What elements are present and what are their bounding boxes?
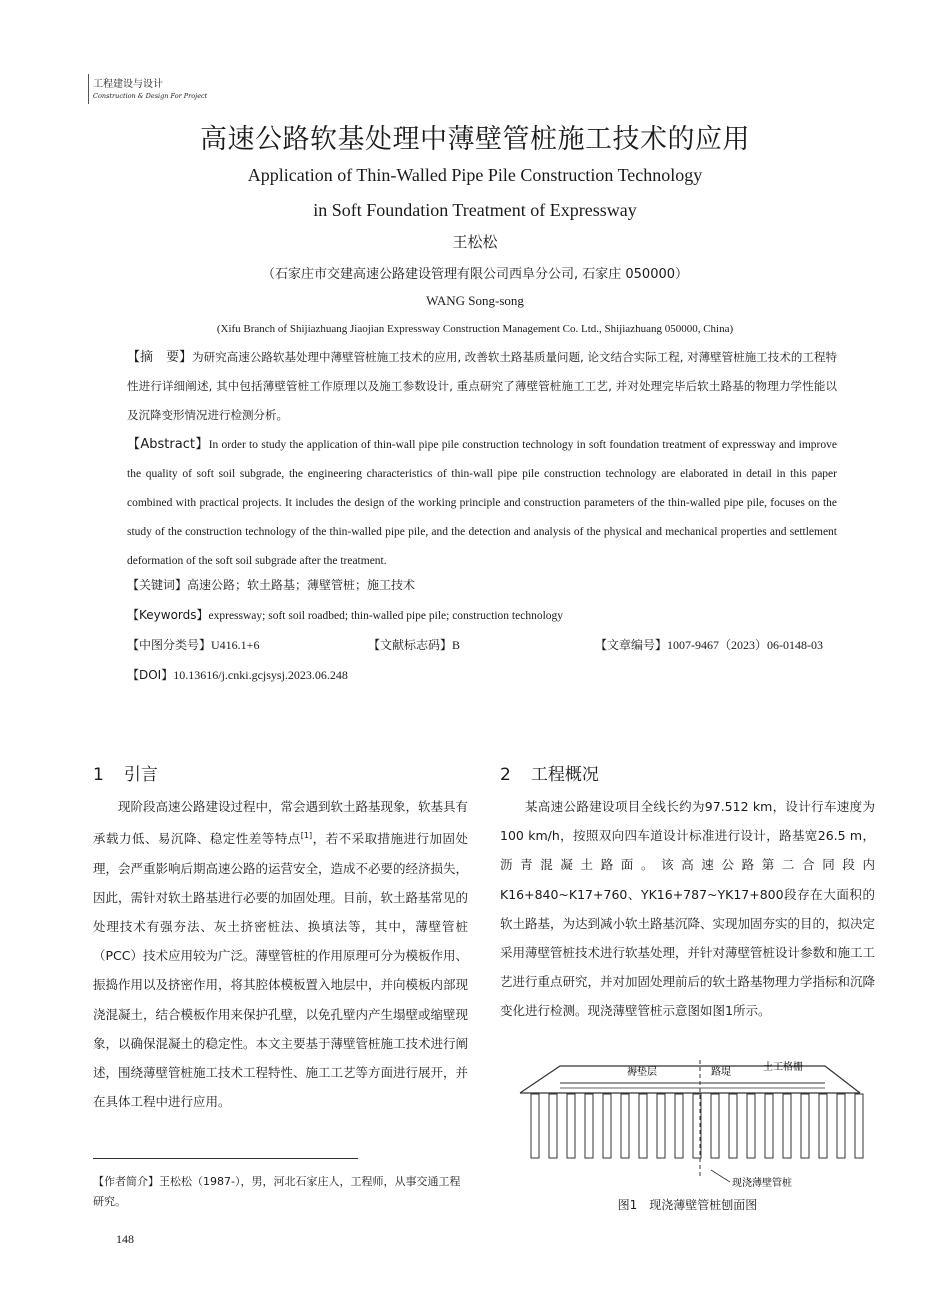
section1-number: 1 [93,765,104,785]
abstract-zh-text: 为研究高速公路软基处理中薄壁管桩施工技术的应用, 改善软土路基质量问题, 论文结合实际工程, 对薄壁管桩施工技术的工程特性进行详细阐述, 其中包括薄壁管桩工作原理以及施工参数设计, 重点研究了薄壁管桩施工工艺, 并对处理完毕后软土路基的物理力学性能以及沉降变形情况进行检测分析。 [127,350,837,422]
pile-16 [801,1094,809,1158]
keywords-en-text: expressway; soft soil roadbed; thin-walled pipe pile; construction technology [208,610,564,622]
clc-value: U416.1+6 [211,638,260,652]
pile-19 [855,1094,863,1158]
pile-6 [621,1094,629,1158]
pile-7 [639,1094,647,1158]
footnote-divider [93,1158,358,1159]
pile-17 [819,1094,827,1158]
pile-11 [711,1094,719,1158]
author-bio-label: 【作者简介】 [93,1175,159,1188]
doc-label: 【文献标志码】 [368,638,453,652]
affiliation-zh: （石家庄市交建高速公路建设管理有限公司西阜分公司, 石家庄 050000） [261,267,689,282]
keywords-zh [127,576,415,593]
pile-group [531,1094,863,1158]
section2-paragraph: 某高速公路建设项目全线长约为97.512 km，设计行车速度为100 km/h，按照双向四车道设计标准进行设计，路基宽26.5 m，沥青混凝土路面。该高速公路第二合同段内K16+840~K17+760、YK16+787~YK17+800段存在大面积的软土路基，为达到减小软土路基沉降、实现加固夯实的目的，拟决定采用薄壁管桩技术进行软基处理，并针对薄壁管桩设计参数和施工工艺进行重点研究，并对加固处理前后的软土路基物理力学指标和沉降变化进行检测。现浇薄壁管桩示意图如图1所示。 [500,799,876,1019]
abstract-en-label: 【Abstract】 [127,437,209,452]
article-value: 1007-9467（2023）06-0148-03 [667,638,824,652]
clc-label: 【中图分类号】 [127,638,212,652]
abstract-en-text: In order to study the application of thin-wall pipe pile construction technology in soft foundation treatment of expressway and improve the quality of soft soil subgrade, the engineering characteristics of thin-wall pipe pile construction technology are elaborated in detail in this paper combined with practical projects. It includes the design of the working principle and construction parameters of the thin-walled pipe pile, focuses on the study of the construction technology of the thin-walled pipe pile, and the detection and analysis of the physical and mechanical properties and settlement deformation of the soft soil subgrade after the treatment. [127,439,837,567]
author-bio [93,1172,468,1212]
doc-value: B [452,638,461,652]
abstract-zh-label: 【摘 要】 [127,350,193,365]
title-en-line1: Application of Thin-Walled Pipe Pile Construction Technology [247,165,703,185]
pile-profile-figure [515,1058,865,1193]
doi-label: 【DOI】 [127,668,174,682]
affiliation-en: (Xifu Branch of Shijiazhuang Jiaojian Expressway Construction Management Co. Ltd., Shijiazhuang 050000, China) [216,323,734,335]
pile-3 [567,1094,575,1158]
section1-title: 引言 [123,765,158,785]
label-embankment: 路堤 [711,1067,731,1078]
pile-12 [729,1094,737,1158]
pile-1 [531,1094,539,1158]
pile-13 [747,1094,755,1158]
article-number [595,636,823,653]
title-zh: 高速公路软基处理中薄壁管桩施工技术的应用 [200,124,750,155]
pile-5 [603,1094,611,1158]
label-pile: 现浇薄壁管桩 [732,1178,792,1189]
header-divider [88,74,89,104]
journal-name-zh: 工程建设与设计 [93,79,163,90]
pile-18 [837,1094,845,1158]
page-number: 148 [116,1232,134,1246]
section2-heading [500,760,599,785]
section2-title: 工程概况 [530,765,599,785]
pile-4 [585,1094,593,1158]
doc-code [368,636,460,653]
pile-8 [657,1094,665,1158]
label-geogrid: 土工格栅 [763,1062,803,1073]
section1-para-a: 现阶段高速公路建设过程中，常会遇到软土路基现象，软基具有承载力低、易沉降、稳定性差等特点 [93,799,469,847]
keywords-en-label: 【Keywords】 [127,608,209,622]
embankment-outline [520,1066,860,1093]
keywords-en [127,606,563,623]
abstract-zh [127,343,837,430]
figure-caption: 图1 现浇薄壁管桩刨面图 [617,1198,758,1212]
keywords-zh-label: 【关键词】 [127,578,188,592]
abstract-en [127,430,837,576]
author-en: WANG Song-song [426,293,524,308]
title-en-line2: in Soft Foundation Treatment of Expressway [313,200,637,220]
section1-paragraph [93,792,468,1116]
pile-leader-line [711,1170,730,1182]
pile-2 [549,1094,557,1158]
section1-heading [93,760,158,785]
journal-name-en: Construction & Design For Project [93,92,208,100]
doi [127,666,348,683]
citation-1: [1] [300,831,313,841]
pile-14 [765,1094,773,1158]
pile-9 [675,1094,683,1158]
author-zh: 王松松 [452,233,498,251]
section2-number: 2 [500,765,511,785]
clc-number [127,636,259,653]
label-cushion: 褥垫层 [627,1067,657,1078]
doi-value: 10.13616/j.cnki.gcjsysj.2023.06.248 [173,668,348,682]
article-label: 【文章编号】 [595,638,668,652]
author-bio-text: 王松松（1987-），男，河北石家庄人，工程师，从事交通工程研究。 [93,1175,461,1208]
section1-para-b: ，若不采取措施进行加固处理，会严重影响后期高速公路的运营安全，造成不必要的经济损失，因此，需针对软土路基进行必要的加固处理。目前，软土路基常见的处理技术有强夯法、灰土挤密桩法、换填法等，其中，薄壁管桩（PCC）技术应用较为广泛。薄壁管桩的作用原理可分为模板作用、振捣作用以及挤密作用，将其腔体模板置入地层中，并向模板内部现浇混凝土，结合模板作用来保护孔壁，以免孔壁内产生塌壁或缩壁现象，以确保混凝土的稳定性。本文主要基于薄壁管桩施工技术进行阐述，围绕薄壁管桩施工技术工程特性、施工工艺等方面进行展开，并在具体工程中进行应用。 [93,831,469,1110]
keywords-zh-text: 高速公路；软土路基；薄壁管桩；施工技术 [187,578,416,592]
pile-15 [783,1094,791,1158]
